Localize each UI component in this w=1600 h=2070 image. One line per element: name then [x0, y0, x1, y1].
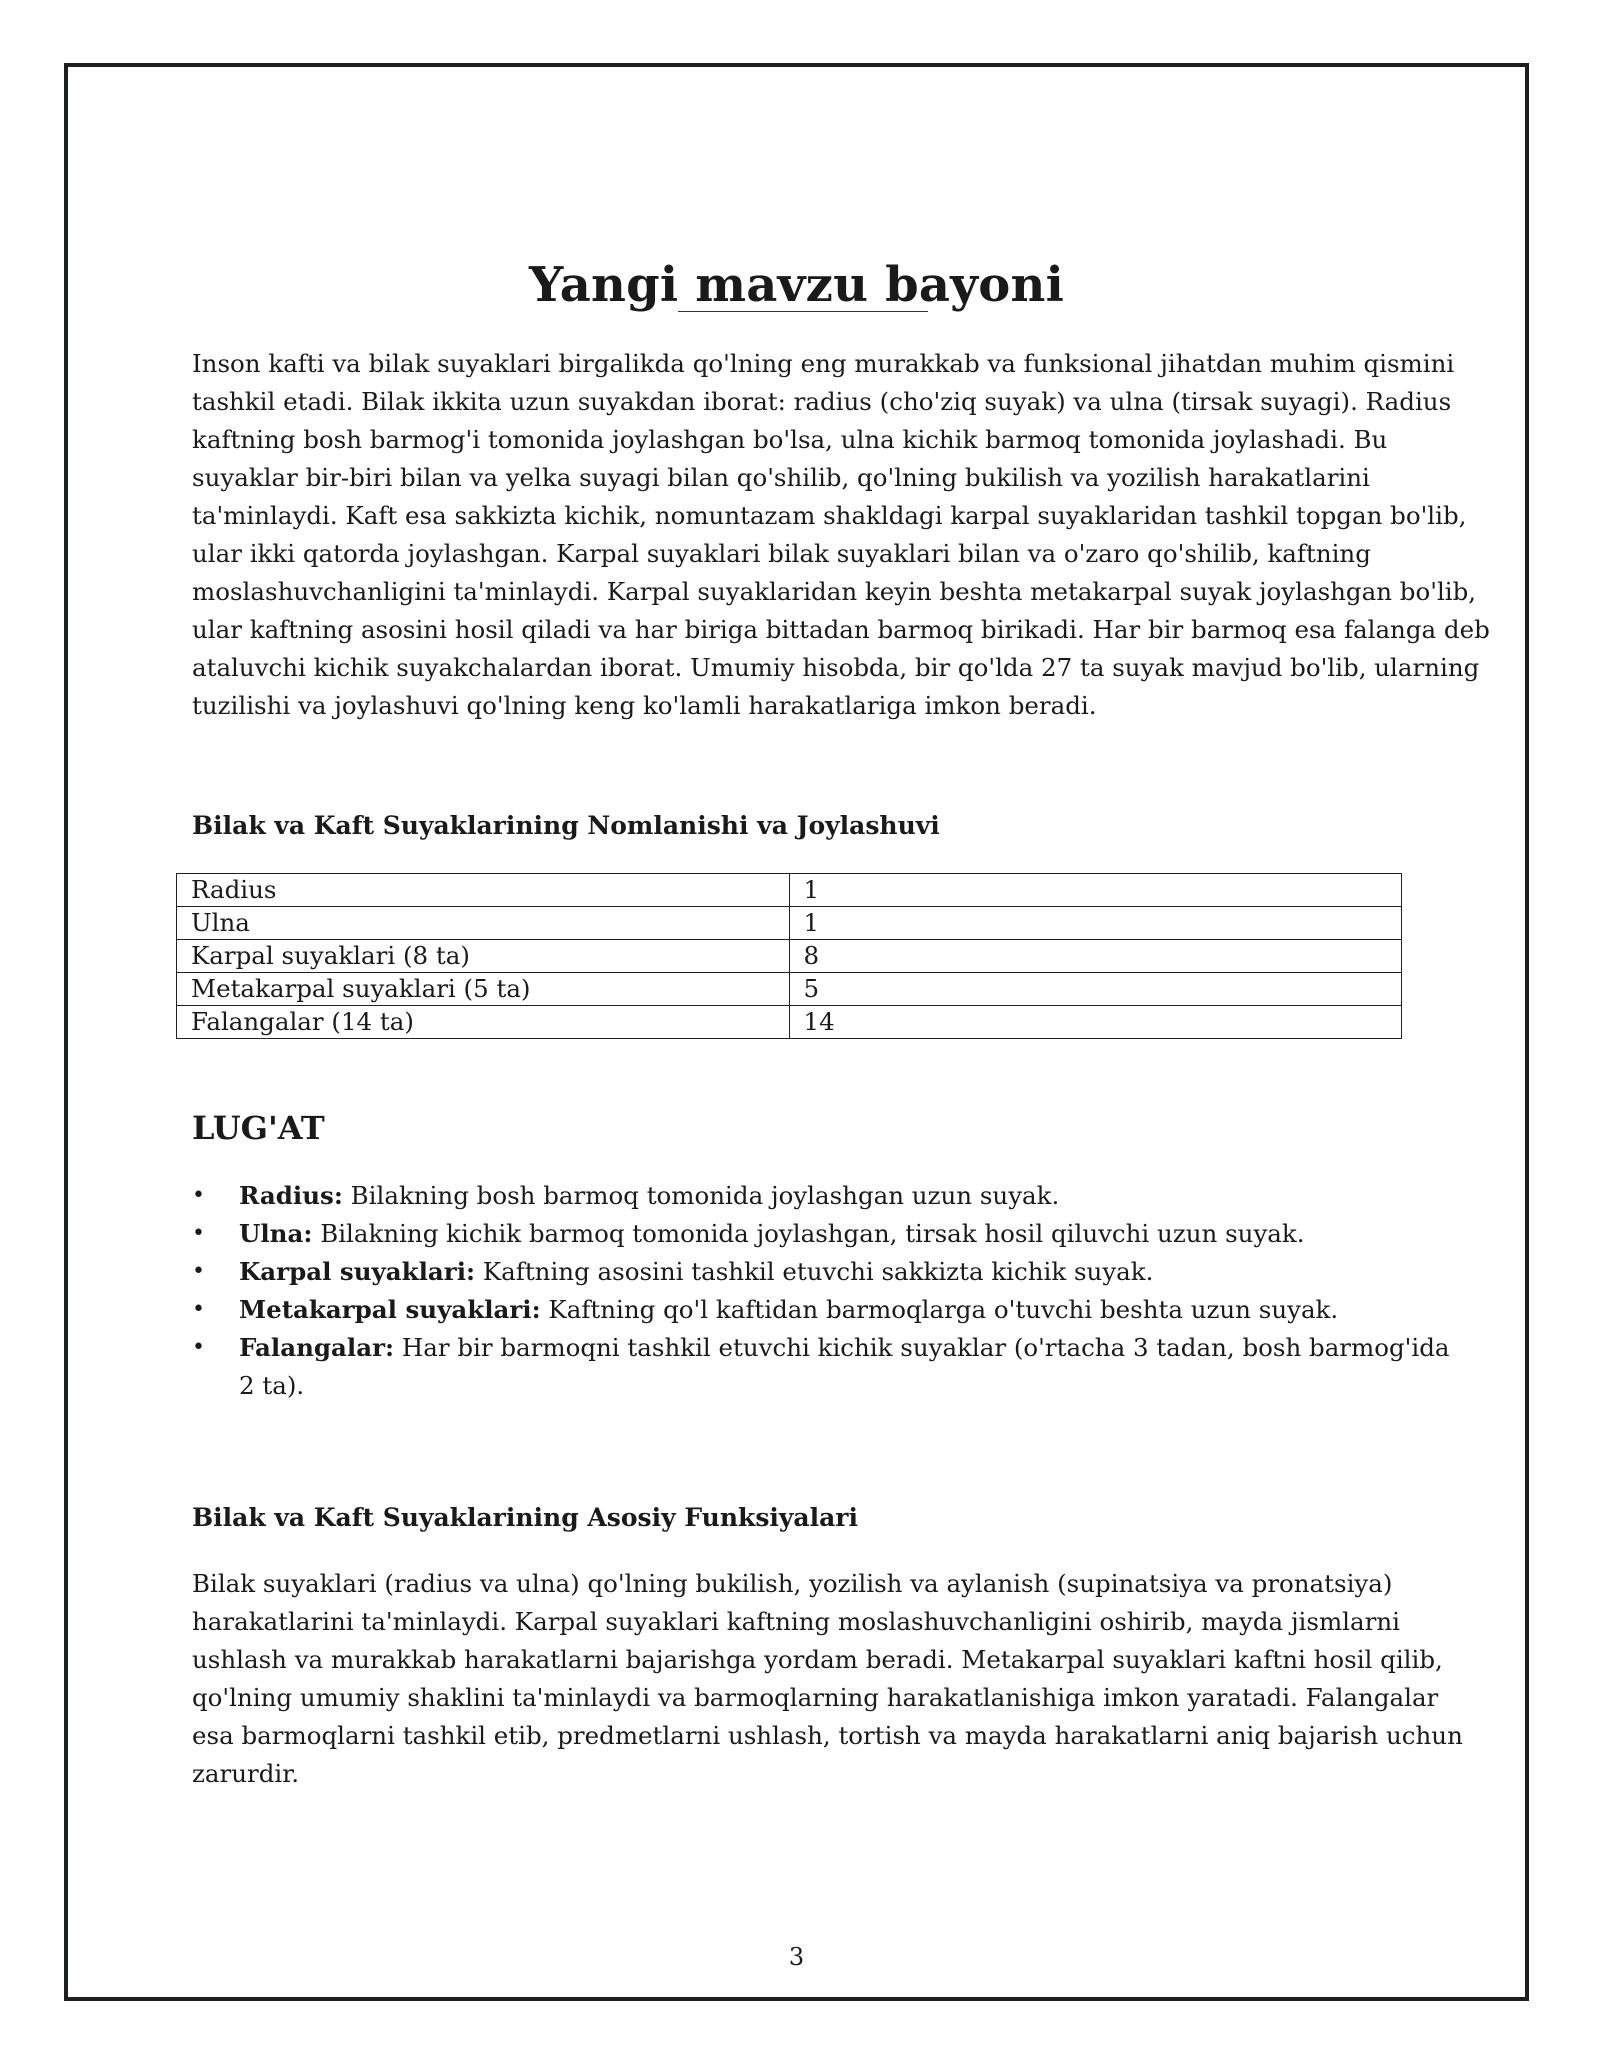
bone-count-cell: 1: [789, 874, 1402, 907]
bones-table: [176, 873, 1402, 1039]
bone-name-cell: Karpal suyaklari (8 ta): [177, 940, 790, 973]
functions-heading: Bilak va Kaft Suyaklarining Asosiy Funksiyalari: [192, 1503, 858, 1532]
bone-count-cell: 1: [789, 907, 1402, 940]
list-item: [192, 1329, 1462, 1405]
glossary-definition: Kaftning asosini tashkil etuvchi sakkizta kichik suyak.: [475, 1257, 1154, 1286]
bone-count-cell: 5: [789, 973, 1402, 1006]
glossary-term: Karpal suyaklari:: [239, 1257, 476, 1286]
bone-name-cell: Falangalar (14 ta): [177, 1006, 790, 1039]
list-item: [192, 1177, 1462, 1215]
table-row: [177, 907, 1402, 940]
bone-count-cell: 8: [789, 940, 1402, 973]
glossary-list: [192, 1177, 1462, 1405]
bone-count-cell: 14: [789, 1006, 1402, 1039]
glossary-term: Ulna:: [239, 1219, 313, 1248]
bullet-icon: •: [192, 1335, 205, 1360]
glossary-heading: LUG'AT: [192, 1109, 325, 1147]
intro-paragraph: Inson kafti va bilak suyaklari birgalikda qo'lning eng murakkab va funksional jihatdan muhim qismini tashkil etadi. Bilak ikkita uzun suyakdan iborat: radius (cho'ziq suyak) va ulna (tirsak suyagi). Radius kaftning bosh barmog'i tomonida joylashgan bo'lsa, ulna kichik barmoq tomonida joylashadi. Bu suyaklar bir-biri bilan va yelka suyagi bilan qo'shilib, qo'lning bukilish va yozilish harakatlarini ta'minlaydi. Kaft esa sakkizta kichik, nomuntazam shakldagi karpal suyaklaridan tashkil topgan bo'lib, ular ikki qatorda joylashgan. Karpal suyaklari bilak suyaklari bilan va o'zaro qo'shilib, kaftning moslashuvchanligini ta'minlaydi. Karpal suyaklaridan keyin beshta metakarpal suyak joylashgan bo'lib, ular kaftning asosini hosil qiladi va har biriga bittadan barmoq birikadi. Har bir barmoq esa falanga deb ataluvchi kichik suyakchalardan iborat. Umumiy hisobda, bir qo'lda 27 ta suyak mavjud bo'lib, ularning tuzilishi va joylashuvi qo'lning keng ko'lamli harakatlariga imkon beradi.: [192, 349, 1490, 720]
page-number: 3: [788, 1943, 805, 1971]
page-title: Yangi mavzu bayoni: [529, 257, 1064, 313]
glossary-definition: Bilakning bosh barmoq tomonida joylashgan uzun suyak.: [342, 1181, 1060, 1210]
bullet-icon: •: [192, 1259, 205, 1284]
bone-name-cell: Radius: [177, 874, 790, 907]
bullet-icon: •: [192, 1183, 205, 1208]
bone-name-cell: Ulna: [177, 907, 790, 940]
title-divider: [678, 311, 928, 312]
page: [64, 63, 1529, 2001]
glossary-term: Metakarpal suyaklari:: [239, 1295, 541, 1324]
list-item: [192, 1291, 1462, 1329]
glossary-definition: Har bir barmoqni tashkil etuvchi kichik suyaklar (o'rtacha 3 tadan, bosh barmog'ida 2 ta).: [239, 1333, 1450, 1400]
list-item: [192, 1215, 1462, 1253]
glossary-term: Radius:: [239, 1181, 343, 1210]
bullet-icon: •: [192, 1221, 205, 1246]
glossary-definition: Kaftning qo'l kaftidan barmoqlarga o'tuvchi beshta uzun suyak.: [540, 1295, 1339, 1324]
glossary-definition: Bilakning kichik barmoq tomonida joylashgan, tirsak hosil qiluvchi uzun suyak.: [312, 1219, 1305, 1248]
bullet-icon: •: [192, 1297, 205, 1322]
functions-paragraph: Bilak suyaklari (radius va ulna) qo'lning bukilish, yozilish va aylanish (supinatsiya va pronatsiya) harakatlarini ta'minlaydi. Karpal suyaklari kaftning moslashuvchanligini oshirib, mayda jismlarni ushlash va murakkab harakatlarni bajarishga yordam beradi. Metakarpal suyaklari kaftni hosil qilib, qo'lning umumiy shaklini ta'minlaydi va barmoqlarning harakatlanishiga imkon yaratadi. Falangalar esa barmoqlarni tashkil etib, predmetlarni ushlash, tortish va mayda harakatlarni aniq bajarish uchun zarurdir.: [192, 1569, 1463, 1788]
table-row: [177, 973, 1402, 1006]
table-row: [177, 1006, 1402, 1039]
table-row: [177, 874, 1402, 907]
list-item: [192, 1253, 1462, 1291]
glossary-term: Falangalar:: [239, 1333, 395, 1362]
table-heading: Bilak va Kaft Suyaklarining Nomlanishi va Joylashuvi: [192, 811, 940, 840]
table-row: [177, 940, 1402, 973]
bone-name-cell: Metakarpal suyaklari (5 ta): [177, 973, 790, 1006]
